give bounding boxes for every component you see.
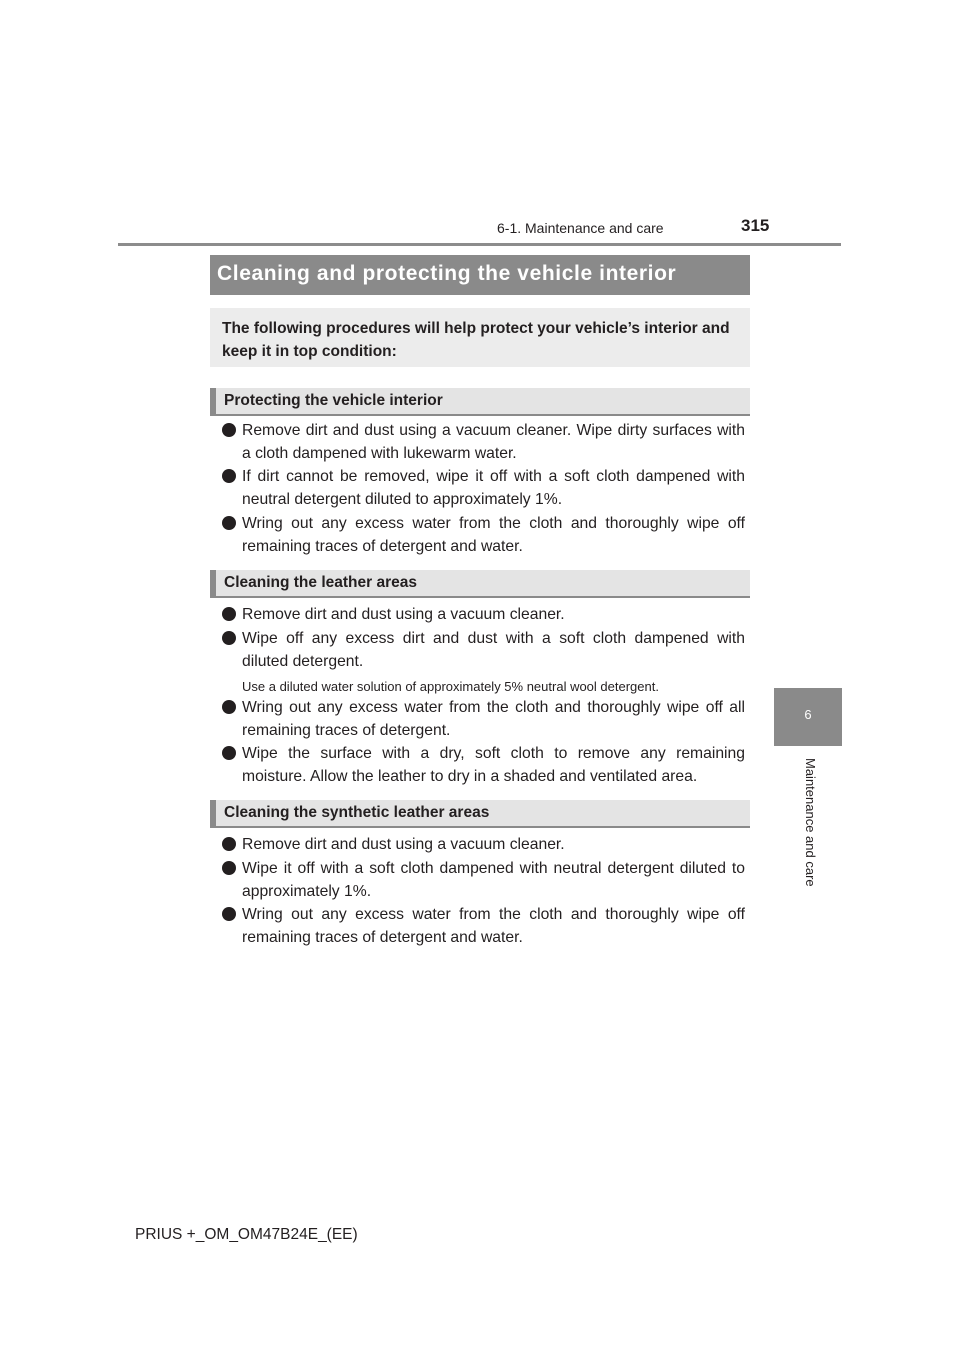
list-item-text: Wring out any excess water from the cloth and thoroughly wipe off all remaining traces of detergent. (242, 699, 745, 739)
bullet-icon (222, 423, 236, 437)
page-title-bar (210, 255, 750, 295)
bullet-icon (222, 631, 236, 645)
page-number: 315 (741, 216, 770, 235)
list-item-text: Remove dirt and dust using a vacuum cleaner. (242, 836, 565, 853)
list-item-text: If dirt cannot be removed, wipe it off with a soft cloth dampened with neutral detergent diluted to approximately 1%. (242, 468, 745, 508)
intro-text: The following procedures will help protect your vehicle’s interior and keep it in top condition: (222, 320, 730, 360)
bullet-icon (222, 746, 236, 760)
list-item (222, 603, 745, 626)
bullet-icon (222, 700, 236, 714)
list-item (222, 833, 745, 856)
bullet-icon (222, 516, 236, 530)
list-item (222, 627, 745, 673)
list-item-text: Wipe it off with a soft cloth dampened with neutral detergent diluted to approximately 1%. (242, 860, 745, 900)
list-item (222, 419, 745, 465)
section-heading-protecting (210, 388, 750, 416)
note-text: Use a diluted water solution of approximately 5% neutral wool detergent. (242, 679, 659, 694)
section-heading-text: Protecting the vehicle interior (224, 392, 443, 409)
chapter-tab (774, 688, 842, 746)
bullet-icon (222, 469, 236, 483)
bullet-icon (222, 861, 236, 875)
list-item-text: Remove dirt and dust using a vacuum cleaner. Wipe dirty surfaces with a cloth dampened with lukewarm water. (242, 422, 745, 462)
list-item-text: Wipe off any excess dirt and dust with a soft cloth dampened with diluted detergent. (242, 630, 745, 670)
section-heading-leather (210, 570, 750, 598)
header-section-title: 6-1. Maintenance and care (497, 220, 664, 236)
list-item-text: Wring out any excess water from the cloth and thoroughly wipe off remaining traces of detergent and water. (242, 515, 745, 555)
bullet-icon (222, 837, 236, 851)
bullet-icon (222, 907, 236, 921)
page-title: Cleaning and protecting the vehicle interior (217, 262, 677, 285)
list-item (222, 742, 745, 788)
section-heading-synthetic-leather (210, 800, 750, 828)
intro-box (210, 308, 750, 367)
section-heading-text: Cleaning the leather areas (224, 574, 417, 591)
footer-document-code: PRIUS +_OM_OM47B24E_(EE) (135, 1226, 358, 1243)
chapter-number: 6 (804, 707, 812, 722)
list-item (222, 857, 745, 903)
list-item (222, 903, 745, 949)
list-item (222, 696, 745, 742)
bullet-icon (222, 607, 236, 621)
section-heading-text: Cleaning the synthetic leather areas (224, 804, 490, 821)
list-item (222, 465, 745, 511)
list-item-text: Wipe the surface with a dry, soft cloth to remove any remaining moisture. Allow the leather to dry in a shaded and ventilated area. (242, 745, 745, 785)
list-item-text: Wring out any excess water from the cloth and thoroughly wipe off remaining traces of detergent and water. (242, 906, 745, 946)
list-item (222, 512, 745, 558)
list-item-text: Remove dirt and dust using a vacuum cleaner. (242, 606, 565, 623)
chapter-label: Maintenance and care (803, 758, 818, 887)
header-divider (118, 243, 841, 246)
